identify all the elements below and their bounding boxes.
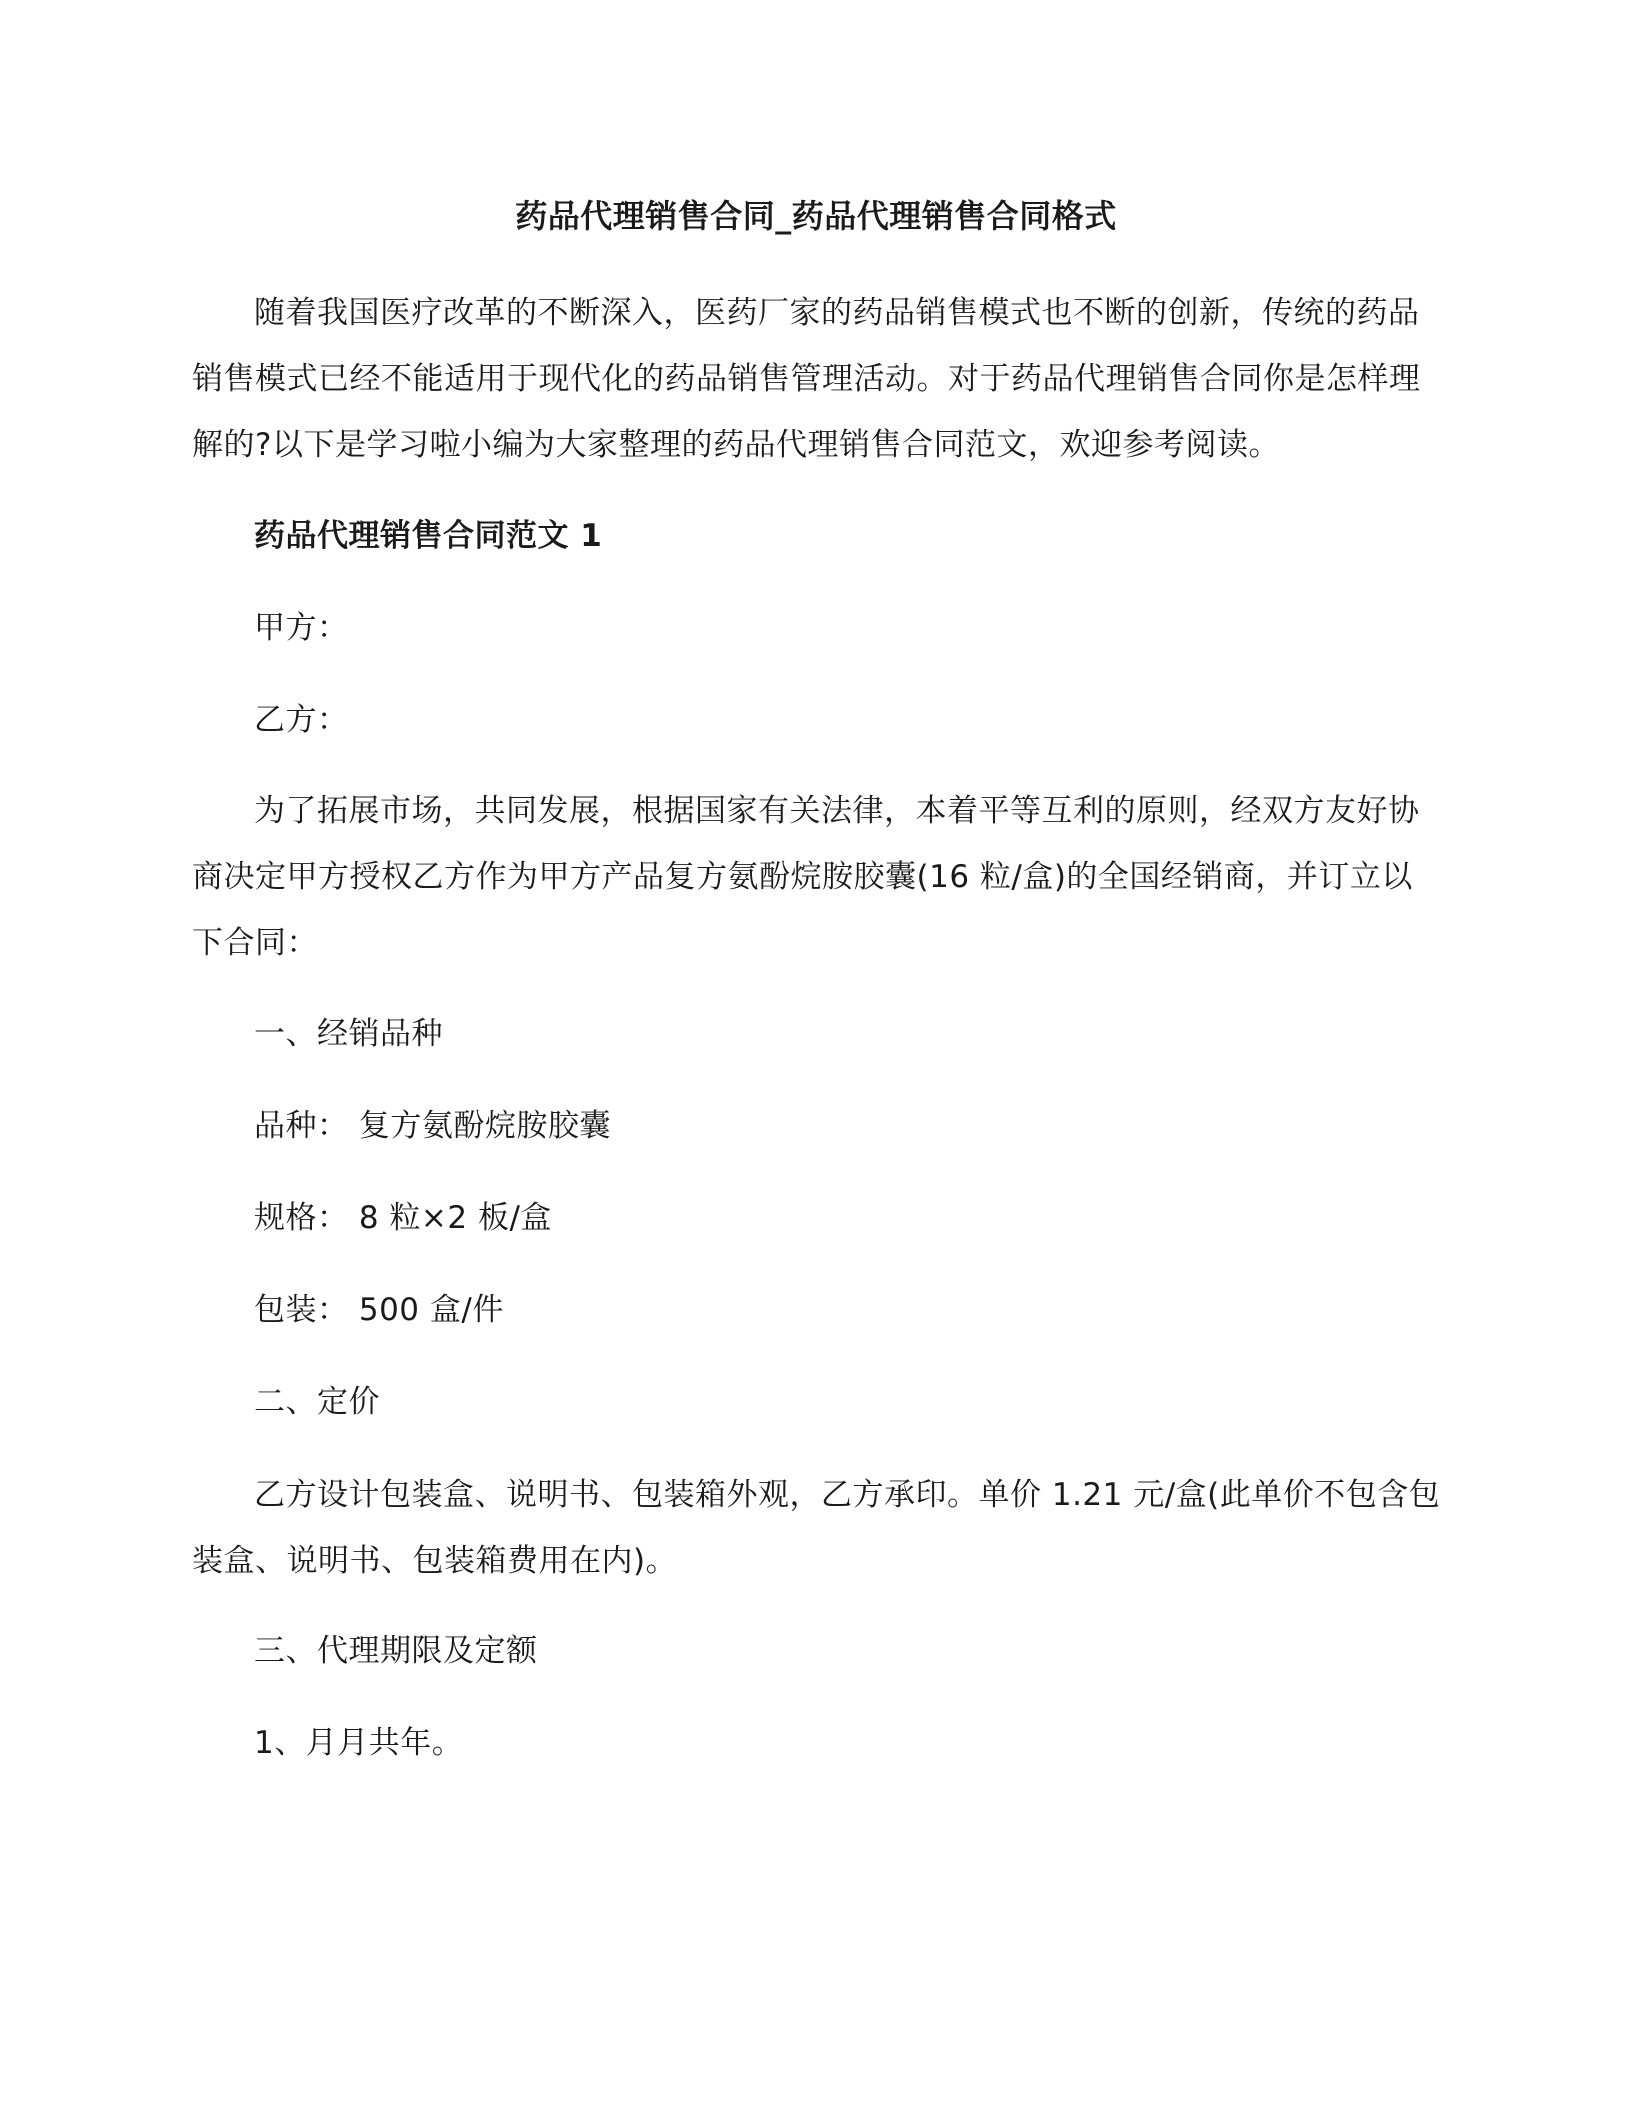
sample-heading: 药品代理销售合同范文 1: [254, 518, 603, 554]
section-1-heading: 一、经销品种: [254, 1016, 443, 1052]
section-2-heading: 二、定价: [254, 1384, 380, 1420]
document-title: 药品代理销售合同_药品代理销售合同格式: [515, 197, 1117, 235]
party-b-label: 乙方：: [254, 702, 349, 738]
intro-paragraph: 随着我国医疗改革的不断深入，医药厂家的药品销售模式也不断的创新，传统的药品销售模式已经不能适用于现代化的药品销售管理活动。对于药品代理销售合同你是怎样理解的?以下是学习啦小编为大家整理的药品代理销售合同范文，欢迎参考阅读。: [192, 295, 1421, 463]
party-a-label: 甲方：: [254, 610, 349, 646]
packaging-line: 包装： 500 盒/件: [254, 1292, 504, 1328]
variety-line: 品种： 复方氨酚烷胺胶囊: [254, 1108, 611, 1144]
pricing-paragraph: 乙方设计包装盒、说明书、包装箱外观，乙方承印。单价 1.21 元/盒(此单价不包含包装盒、说明书、包装箱费用在内)。: [192, 1477, 1441, 1579]
preamble-paragraph: 为了拓展市场，共同发展，根据国家有关法律，本着平等互利的原则，经双方友好协商决定甲方授权乙方作为甲方产品复方氨酚烷胺胶囊(16 粒/盒)的全国经销商，并订立以下合同：: [192, 793, 1420, 961]
section-3-heading: 三、代理期限及定额: [254, 1633, 538, 1669]
term-item-1: 1、月月共年。: [254, 1725, 464, 1761]
spec-line: 规格： 8 粒×2 板/盒: [254, 1200, 552, 1236]
